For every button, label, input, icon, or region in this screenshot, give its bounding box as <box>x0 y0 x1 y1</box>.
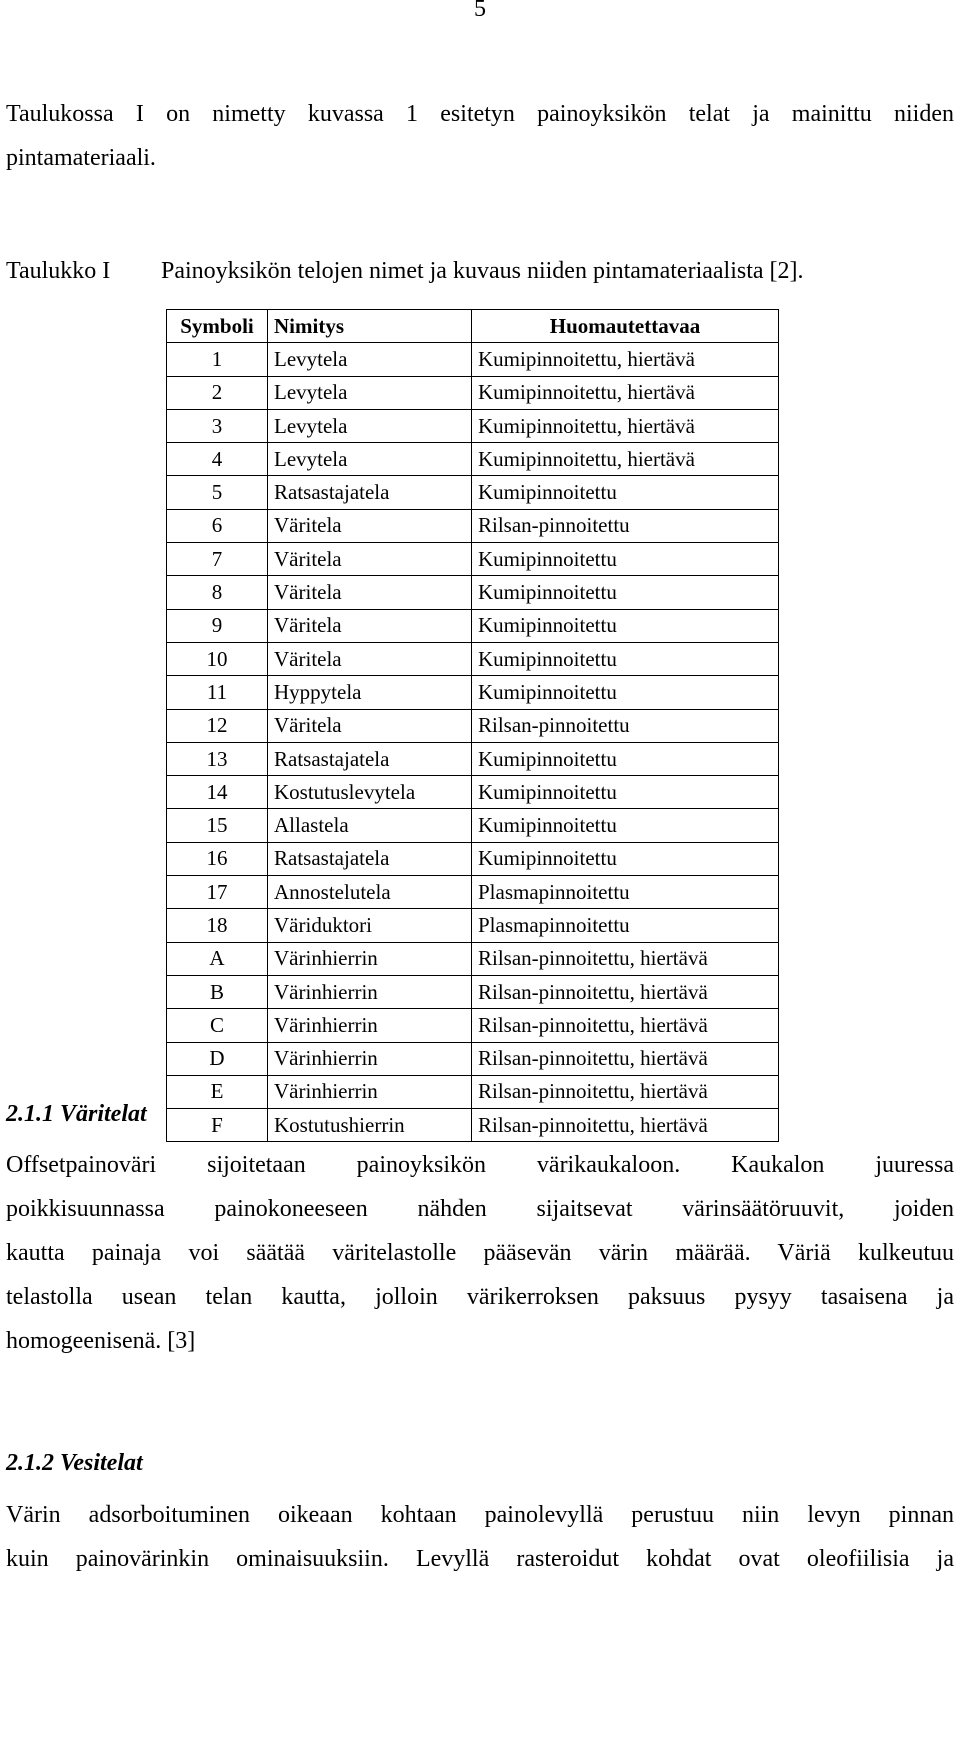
cell-symbol: C <box>167 1009 268 1042</box>
section-2-1-2-paragraph <box>6 1493 954 1581</box>
table-caption-label: Taulukko I <box>6 258 111 284</box>
cell-symbol: 13 <box>167 742 268 775</box>
cell-remarks: Kumipinnoitettu <box>472 543 779 576</box>
cell-remarks: Kumipinnoitettu <box>472 676 779 709</box>
cell-name: Allastela <box>268 809 472 842</box>
cell-name: Väritela <box>268 609 472 642</box>
table-row <box>167 809 779 842</box>
table-row <box>167 975 779 1008</box>
cell-remarks: Rilsan-pinnoitettu, hiertävä <box>472 1075 779 1108</box>
cell-remarks: Kumipinnoitettu, hiertävä <box>472 343 779 376</box>
cell-name: Kostutushierrin <box>268 1109 472 1142</box>
cell-symbol: 1 <box>167 343 268 376</box>
cell-symbol: 4 <box>167 443 268 476</box>
cell-remarks: Kumipinnoitettu <box>472 576 779 609</box>
paragraph-line: telastolla usean telan kautta, jolloin värikerroksen paksuus pysyy tasaisena ja <box>6 1284 954 1310</box>
cell-symbol: 12 <box>167 709 268 742</box>
cell-symbol: 3 <box>167 409 268 442</box>
cell-symbol: 5 <box>167 476 268 509</box>
table-row <box>167 1009 779 1042</box>
intro-line-2: pintamateriaali. <box>6 145 156 171</box>
table-header-row <box>167 310 779 343</box>
table-body <box>167 343 779 1142</box>
cell-remarks: Rilsan-pinnoitettu, hiertävä <box>472 942 779 975</box>
cell-name: Levytela <box>268 376 472 409</box>
page-number: 5 <box>474 0 486 22</box>
cell-name: Värinhierrin <box>268 975 472 1008</box>
table-row <box>167 376 779 409</box>
intro-line-1: Taulukossa I on nimetty kuvassa 1 esitetyn painoyksikön telat ja mainittu niiden <box>6 101 954 127</box>
table-row <box>167 409 779 442</box>
cell-remarks: Plasmapinnoitettu <box>472 876 779 909</box>
cell-remarks: Rilsan-pinnoitettu <box>472 509 779 542</box>
table-row <box>167 776 779 809</box>
table-row <box>167 909 779 942</box>
cell-remarks: Kumipinnoitettu <box>472 776 779 809</box>
paragraph-line: Värin adsorboituminen oikeaan kohtaan painolevyllä perustuu niin levyn pinnan <box>6 1502 954 1528</box>
cell-remarks: Kumipinnoitettu <box>472 809 779 842</box>
section-heading-2-1-1: 2.1.1 Väritelat <box>6 1101 147 1127</box>
cell-name: Väritela <box>268 576 472 609</box>
table-row <box>167 1075 779 1108</box>
paragraph-line: Offsetpainoväri sijoitetaan painoyksikön värikaukaloon. Kaukalon juuressa <box>6 1152 954 1178</box>
cell-symbol: 6 <box>167 509 268 542</box>
cell-symbol: 7 <box>167 543 268 576</box>
cell-symbol: A <box>167 942 268 975</box>
cell-symbol: 18 <box>167 909 268 942</box>
cell-remarks: Rilsan-pinnoitettu, hiertävä <box>472 975 779 1008</box>
table-row <box>167 343 779 376</box>
cell-name: Annostelutela <box>268 876 472 909</box>
cell-remarks: Rilsan-pinnoitettu, hiertävä <box>472 1109 779 1142</box>
table-caption-text: Painoyksikön telojen nimet ja kuvaus niiden pintamateriaalista [2]. <box>161 258 804 284</box>
cell-symbol: 15 <box>167 809 268 842</box>
section-2-1-1-paragraph <box>6 1143 954 1363</box>
roller-table <box>166 309 779 1142</box>
table-row <box>167 942 779 975</box>
section-heading-2-1-2: 2.1.2 Vesitelat <box>6 1450 143 1476</box>
cell-symbol: B <box>167 975 268 1008</box>
cell-name: Ratsastajatela <box>268 476 472 509</box>
cell-name: Värinhierrin <box>268 942 472 975</box>
cell-symbol: 10 <box>167 642 268 675</box>
paragraph-line: poikkisuunnassa painokoneeseen nähden sijaitsevat värinsäätöruuvit, joiden <box>6 1196 954 1222</box>
table-caption <box>6 258 804 285</box>
table-row <box>167 676 779 709</box>
cell-symbol: 11 <box>167 676 268 709</box>
table-row <box>167 642 779 675</box>
cell-name: Levytela <box>268 409 472 442</box>
header-remarks: Huomautettavaa <box>472 310 779 343</box>
paragraph-line: kuin painovärinkin ominaisuuksiin. Levyllä rasteroidut kohdat ovat oleofiilisia ja <box>6 1546 954 1572</box>
table-row <box>167 876 779 909</box>
cell-remarks: Rilsan-pinnoitettu, hiertävä <box>472 1042 779 1075</box>
cell-symbol: D <box>167 1042 268 1075</box>
cell-symbol: 8 <box>167 576 268 609</box>
cell-name: Väriduktori <box>268 909 472 942</box>
cell-remarks: Kumipinnoitettu, hiertävä <box>472 376 779 409</box>
cell-name: Väritela <box>268 509 472 542</box>
table-row <box>167 576 779 609</box>
cell-name: Väritela <box>268 709 472 742</box>
cell-remarks: Rilsan-pinnoitettu <box>472 709 779 742</box>
table-row <box>167 1109 779 1142</box>
cell-remarks: Kumipinnoitettu <box>472 609 779 642</box>
cell-name: Värinhierrin <box>268 1042 472 1075</box>
cell-remarks: Kumipinnoitettu <box>472 642 779 675</box>
cell-name: Värinhierrin <box>268 1075 472 1108</box>
cell-name: Väritela <box>268 543 472 576</box>
cell-symbol: 14 <box>167 776 268 809</box>
cell-symbol: 16 <box>167 842 268 875</box>
table-row <box>167 742 779 775</box>
cell-symbol: 9 <box>167 609 268 642</box>
table-row <box>167 842 779 875</box>
table-row <box>167 476 779 509</box>
cell-name: Väritela <box>268 642 472 675</box>
table-row <box>167 443 779 476</box>
table-row <box>167 709 779 742</box>
cell-remarks: Plasmapinnoitettu <box>472 909 779 942</box>
cell-symbol: E <box>167 1075 268 1108</box>
cell-remarks: Kumipinnoitettu <box>472 742 779 775</box>
cell-remarks: Rilsan-pinnoitettu, hiertävä <box>472 1009 779 1042</box>
cell-name: Levytela <box>268 443 472 476</box>
header-symbol: Symboli <box>167 310 268 343</box>
cell-symbol: F <box>167 1109 268 1142</box>
cell-symbol: 2 <box>167 376 268 409</box>
header-name: Nimitys <box>268 310 472 343</box>
cell-symbol: 17 <box>167 876 268 909</box>
cell-name: Ratsastajatela <box>268 742 472 775</box>
table-row <box>167 1042 779 1075</box>
cell-remarks: Kumipinnoitettu, hiertävä <box>472 409 779 442</box>
cell-remarks: Kumipinnoitettu <box>472 842 779 875</box>
cell-name: Kostutuslevytela <box>268 776 472 809</box>
cell-name: Levytela <box>268 343 472 376</box>
table-row <box>167 509 779 542</box>
paragraph-line: kautta painaja voi säätää väritelastolle pääsevän värin määrää. Väriä kulkeutuu <box>6 1240 954 1266</box>
cell-name: Ratsastajatela <box>268 842 472 875</box>
cell-name: Hyppytela <box>268 676 472 709</box>
cell-remarks: Kumipinnoitettu <box>472 476 779 509</box>
table-row <box>167 543 779 576</box>
cell-name: Värinhierrin <box>268 1009 472 1042</box>
paragraph-line: homogeenisenä. [3] <box>6 1328 196 1354</box>
cell-remarks: Kumipinnoitettu, hiertävä <box>472 443 779 476</box>
intro-paragraph <box>6 92 954 180</box>
table-row <box>167 609 779 642</box>
